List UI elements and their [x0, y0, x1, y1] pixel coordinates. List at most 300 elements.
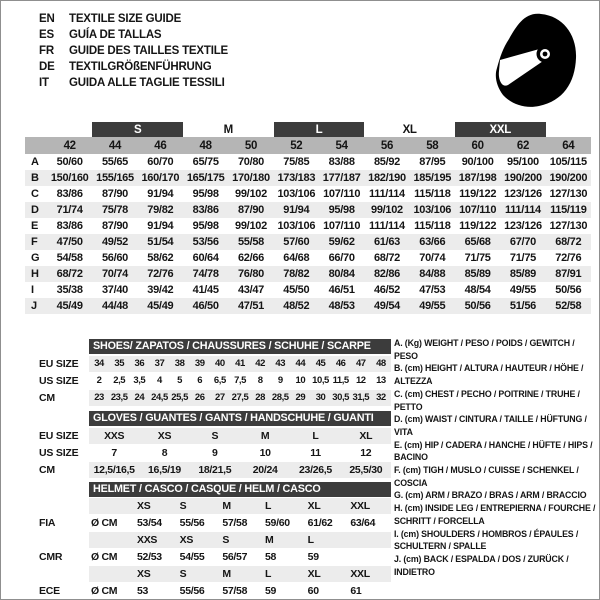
helmet-size-header: M: [220, 498, 263, 514]
measure-row-i: [25, 282, 591, 298]
size-value: 55/58: [228, 234, 273, 250]
size-value: 65/68: [455, 234, 500, 250]
size-value: 119/122: [459, 188, 497, 200]
shoes-value: 29: [290, 390, 310, 406]
shoes-value: 25,5: [170, 390, 190, 406]
shoes-value: 44: [290, 356, 310, 372]
gloves-value: 16,5/19: [139, 462, 189, 478]
legend-item: D. (cm) WAIST / CINTURA / TAILLE / HÜFTUNG / VITA: [394, 414, 587, 437]
size-header: 54: [319, 137, 364, 154]
size-value: 52/58: [546, 298, 591, 314]
shoes-value: 36: [129, 356, 149, 372]
row-letter: G: [31, 252, 40, 264]
size-value: 79/82: [138, 202, 183, 218]
language-title: TEXTILGRÖßENFÜHRUNG: [69, 61, 212, 73]
size-value: 103/106: [277, 220, 316, 232]
size-header: 56: [364, 137, 409, 154]
shoes-value: 5: [177, 375, 183, 386]
size-value: 123/126: [504, 220, 542, 232]
helmet-unit: Ø CM: [91, 585, 118, 597]
shoes-value: 10,5: [312, 375, 329, 386]
gloves-value: 11: [310, 447, 321, 459]
gloves-row-label: CM: [39, 464, 55, 476]
size-value: 107/110: [323, 220, 361, 232]
size-header: 50: [228, 137, 273, 154]
shoes-value: 23: [89, 390, 109, 406]
helmet-value: 61: [350, 585, 362, 597]
helmet-size-header: XXL: [348, 498, 391, 514]
size-value: 87/91: [546, 266, 591, 282]
size-value: 127/130: [549, 188, 588, 200]
size-value: 51/56: [500, 298, 545, 314]
shoes-value: 35: [109, 356, 129, 372]
gloves-value: XXS: [89, 428, 139, 444]
row-letter: H: [25, 266, 47, 282]
language-row: [39, 75, 228, 91]
helmet-standard-fia: FIA: [39, 517, 56, 529]
size-value: 95/98: [319, 202, 364, 218]
size-value: 119/122: [459, 220, 497, 232]
size-value: 68/72: [47, 266, 92, 282]
shoes-table-title: SHOES/ ZAPATOS / CHAUSSURES / SCHUHE / SCARPE: [89, 339, 391, 354]
size-value: 170/180: [228, 170, 273, 186]
legend-item: I. (cm) SHOULDERS / HOMBROS / ÉPAULES / SCHULTERN / SPALLE: [394, 528, 579, 552]
gloves-value: 18/21,5: [190, 462, 240, 478]
row-letter: J: [25, 298, 47, 314]
measure-row-h: [25, 266, 591, 282]
gloves-value: 12,5/16,5: [89, 462, 139, 478]
helmet-value: 57/58: [222, 517, 248, 529]
size-value: 37/40: [101, 284, 128, 296]
shoes-value: 9: [277, 375, 283, 386]
gloves-value: XL: [341, 428, 391, 444]
helmet-size-header: M: [263, 532, 306, 548]
legend-item: B. (cm) HEIGHT / ALTURA / HAUTEUR / HÖHE / ALTEZZA: [394, 363, 584, 387]
gloves-value: XS: [139, 428, 189, 444]
shoes-value: 28: [250, 390, 270, 406]
shoes-row-label: CM: [39, 392, 55, 404]
size-value: 115/118: [414, 188, 451, 200]
helmet-size-header: XXS: [135, 532, 178, 548]
shoes-value: 34: [89, 356, 109, 372]
legend-item: F. (cm) TIGH / MUSLO / CUISSE / SCHENKEL / COSCIA: [394, 465, 579, 488]
empty-cell: [39, 498, 89, 514]
shoes-value: 8: [257, 375, 263, 386]
helmet-value: 56/57: [222, 551, 248, 563]
gloves-row-label: US SIZE: [39, 447, 79, 459]
legend-item: H. (cm) INSIDE LEG / ENTREPIERNA / FOURCHE / SCHRITT / FORCELLA: [394, 503, 596, 526]
size-value: 75/85: [283, 156, 310, 168]
size-value: 71/75: [464, 252, 491, 264]
helmet-value: 60: [307, 585, 319, 597]
size-value: 65/75: [192, 156, 219, 168]
empty-cell: [25, 137, 47, 154]
language-title-list: [39, 11, 228, 91]
helmet-size-header: XS: [135, 566, 178, 582]
size-value: 165/175: [183, 170, 228, 186]
helmet-unit: Ø CM: [91, 517, 118, 529]
size-value: 56/60: [101, 252, 128, 264]
shoes-row-label: EU SIZE: [39, 358, 79, 370]
size-value: 60/70: [147, 156, 174, 168]
size-value: 87/90: [101, 188, 128, 200]
size-value: 76/80: [228, 266, 273, 282]
helmet-icon-svg: [487, 11, 579, 109]
size-value: 61/63: [364, 234, 409, 250]
shoes-value: 32: [371, 390, 391, 406]
size-value: 74/78: [183, 266, 228, 282]
helmet-size-header: XS: [135, 498, 178, 514]
row-letter: B: [25, 170, 47, 186]
size-value: 64/68: [283, 252, 310, 264]
language-row: [39, 43, 228, 59]
size-value: 115/119: [546, 202, 591, 218]
gloves-value: 10: [259, 447, 271, 459]
size-value: 150/160: [47, 170, 92, 186]
helmet-table-title: HELMET / CASCO / CASQUE / HELM / CASCO: [89, 482, 391, 497]
helmet-size-header: S: [178, 498, 221, 514]
gloves-value: 8: [161, 447, 168, 459]
measure-row-f: [25, 234, 591, 250]
helmet-size-header: L: [306, 532, 349, 548]
size-value: 190/200: [546, 170, 591, 186]
size-header: 52: [274, 137, 319, 154]
size-value: 111/114: [369, 220, 405, 232]
size-value: 123/126: [504, 188, 542, 200]
helmet-value: 52/53: [137, 551, 162, 563]
size-value: 177/187: [319, 170, 364, 186]
empty-cell: [47, 122, 92, 137]
helmet-size-header: L: [263, 498, 306, 514]
size-value: 99/102: [235, 188, 267, 200]
shoes-value: 24: [129, 390, 149, 406]
gloves-row-label: EU SIZE: [39, 430, 79, 442]
size-value: 82/86: [364, 266, 409, 282]
size-value: 53/56: [183, 234, 228, 250]
language-title: GUIDA ALLE TAGLIE TESSILI: [69, 77, 225, 89]
empty-cell: [39, 566, 89, 582]
size-value: 85/89: [500, 266, 545, 282]
size-value: 103/106: [277, 188, 316, 200]
size-header: 48: [183, 137, 228, 154]
size-header: 60: [455, 137, 500, 154]
shoes-value: 41: [230, 356, 250, 372]
size-value: 47/51: [228, 298, 273, 314]
helmet-standard-cmr: CMR: [39, 551, 63, 563]
size-value: 71/75: [509, 252, 536, 264]
shoes-value: 46: [331, 356, 351, 372]
size-value: 44/48: [92, 298, 137, 314]
empty-cell: [89, 498, 135, 514]
size-value: 49/55: [410, 298, 455, 314]
helmet-unit: Ø CM: [91, 551, 118, 563]
size-value: 190/200: [500, 170, 545, 186]
size-value: 111/114: [500, 202, 545, 218]
measure-row-j: [25, 298, 591, 314]
size-value: 95/98: [192, 220, 219, 232]
measure-row-a: [25, 154, 591, 170]
shoes-value: 42: [250, 356, 270, 372]
helmet-value: 57/58: [222, 585, 248, 597]
helmet-value: 63/64: [350, 517, 376, 529]
size-value: 107/110: [323, 188, 361, 200]
size-value: 160/170: [138, 170, 183, 186]
helmet-size-header: XL: [306, 498, 349, 514]
gloves-value: 20/24: [240, 462, 290, 478]
gloves-value: 25,5/30: [341, 462, 391, 478]
size-value: 50/56: [555, 284, 582, 296]
size-value: 155/165: [92, 170, 137, 186]
size-value: 46/51: [328, 284, 355, 296]
shoes-value: 43: [270, 356, 290, 372]
shoes-value: 23,5: [109, 390, 129, 406]
size-value: 59/62: [319, 234, 364, 250]
size-value: 68/72: [546, 234, 591, 250]
size-value: 70/74: [419, 252, 446, 264]
empty-cell: [89, 532, 135, 548]
helmet-value: 61/62: [307, 517, 333, 529]
size-value: 68/72: [373, 252, 400, 264]
size-value: 103/106: [410, 202, 455, 218]
size-header: 44: [92, 137, 137, 154]
gloves-value: 7: [111, 447, 117, 459]
helmet-size-header: XS: [178, 532, 221, 548]
legend-item: E. (cm) HIP / CADERA / HANCHE / HÜFTE / HIPS / BACINO: [394, 439, 593, 463]
size-value: 182/190: [364, 170, 409, 186]
helmet-size-header: [348, 532, 391, 548]
size-value: 173/183: [274, 170, 319, 186]
size-group-xxl: XXL: [455, 122, 546, 137]
size-value: 47/53: [419, 284, 446, 296]
row-letter: F: [25, 234, 47, 250]
size-value: 91/94: [274, 202, 319, 218]
helmet-value: 53/54: [137, 517, 162, 529]
size-value: 39/42: [147, 284, 174, 296]
size-value: 60/64: [192, 252, 219, 264]
size-value: 87/90: [101, 220, 128, 232]
language-title: GUÍA DE TALLAS: [69, 29, 162, 41]
size-value: 72/76: [138, 266, 183, 282]
helmet-value: 59/60: [265, 517, 290, 529]
size-value: 43/47: [237, 284, 264, 296]
size-value: 41/45: [192, 284, 219, 296]
shoes-value: 7,5: [234, 375, 246, 386]
gloves-value: 12: [360, 447, 372, 459]
size-header: 46: [138, 137, 183, 154]
shoes-value: 28,5: [270, 390, 290, 406]
shoes-value: 40: [210, 356, 230, 372]
size-value: 63/66: [410, 234, 455, 250]
size-value: 78/82: [274, 266, 319, 282]
language-title: TEXTILE SIZE GUIDE: [69, 13, 182, 25]
shoes-value: 24,5: [149, 390, 169, 406]
size-group-l: L: [274, 122, 365, 137]
language-row: [39, 59, 228, 75]
row-letter: I: [31, 284, 34, 296]
legend-item: G. (cm) ARM / BRAZO / BRAS / ARM / BRACCIO: [394, 490, 587, 501]
size-value: 85/92: [373, 156, 400, 168]
shoes-value: 37: [149, 356, 169, 372]
size-value: 70/74: [92, 266, 137, 282]
size-value: 75/78: [92, 202, 137, 218]
legend-item: J. (cm) BACK / ESPALDA / DOS / ZURÜCK / INDIETRO: [394, 553, 569, 577]
shoes-value: 48: [371, 356, 391, 372]
helmet-value: 59: [307, 551, 319, 563]
shoes-value: 6,5: [213, 375, 226, 386]
row-letter: C: [31, 188, 39, 200]
shoes-value: 27,5: [230, 390, 250, 406]
language-code: IT: [39, 77, 49, 89]
size-header: 64: [546, 137, 591, 154]
size-group-m: M: [223, 123, 233, 136]
size-value: 87/90: [228, 202, 273, 218]
measure-row-c: [25, 186, 591, 202]
helmet-value: 58: [265, 551, 277, 563]
helmet-value: 53: [137, 585, 149, 597]
size-value: 115/118: [414, 220, 451, 232]
shoes-value: 13: [376, 375, 386, 386]
size-value: 48/53: [319, 298, 364, 314]
full-face-helmet-icon: [487, 11, 579, 109]
measure-row-d: [25, 202, 591, 218]
size-value: 87/95: [419, 156, 446, 168]
size-value: 47/50: [47, 234, 92, 250]
empty-cell: [25, 122, 47, 137]
measure-row-e: [25, 218, 591, 234]
size-value: 99/102: [364, 202, 409, 218]
shoes-value: 3,5: [133, 375, 146, 386]
shoes-value: 2,5: [113, 375, 126, 386]
shoes-value: 27: [210, 390, 230, 406]
helmet-value: 55/56: [179, 517, 205, 529]
language-row: [39, 27, 228, 43]
size-value: 95/100: [507, 156, 539, 168]
size-value: 50/60: [56, 156, 83, 168]
size-value: 49/52: [92, 234, 137, 250]
empty-cell: [89, 566, 135, 582]
helmet-value: 55/56: [179, 585, 205, 597]
size-value: 90/100: [461, 156, 494, 168]
size-value: 45/50: [283, 284, 310, 296]
shoes-value: 2: [96, 375, 102, 386]
gloves-value: 9: [212, 447, 218, 459]
size-value: 185/195: [410, 170, 455, 186]
size-value: 71/74: [47, 202, 92, 218]
size-value: 49/55: [509, 284, 536, 296]
row-letter: D: [25, 202, 47, 218]
gloves-value: M: [240, 428, 290, 444]
shoes-row-label: US SIZE: [39, 375, 79, 387]
shoes-value: 30: [310, 390, 330, 406]
size-value: 57/60: [274, 234, 319, 250]
size-value: 48/54: [464, 284, 491, 296]
measure-row-g: [25, 250, 591, 266]
size-value: 51/54: [138, 234, 183, 250]
shoes-value: 4: [157, 375, 162, 386]
helmet-size-header: XL: [306, 566, 349, 582]
language-row: [39, 11, 228, 27]
language-code: EN: [39, 13, 55, 25]
helmet-size-header: XXL: [348, 566, 391, 582]
textile-size-table: [25, 122, 591, 314]
helmet-table: [39, 498, 391, 599]
helmet-size-header: M: [220, 566, 263, 582]
shoes-value: 12: [355, 375, 366, 386]
size-value: 48/52: [274, 298, 319, 314]
helmet-size-header: S: [178, 566, 221, 582]
gloves-value: 23/26,5: [290, 462, 340, 478]
size-value: 67/70: [500, 234, 545, 250]
legend-item: A. (Kg) WEIGHT / PESO / POIDS / GEWITCH / PESO: [394, 338, 575, 361]
shoes-value: 45: [310, 356, 330, 372]
size-value: 83/86: [56, 188, 83, 200]
size-value: 70/80: [237, 156, 264, 168]
shoes-table: [39, 356, 391, 406]
row-letter: A: [31, 156, 39, 168]
gloves-value: L: [290, 428, 340, 444]
shoes-value: 11,5: [332, 375, 349, 386]
size-value: 80/84: [319, 266, 364, 282]
size-value: 127/130: [549, 220, 588, 232]
size-value: 95/98: [192, 188, 219, 200]
shoes-value: 26: [190, 390, 210, 406]
size-value: 105/115: [549, 156, 587, 168]
measure-row-b: [25, 170, 591, 186]
size-value: 50/56: [455, 298, 500, 314]
measurement-legend: [394, 337, 596, 578]
size-value: 45/49: [138, 298, 183, 314]
helmet-size-header: S: [220, 532, 263, 548]
size-group-row: [25, 122, 591, 137]
size-value: 107/110: [455, 202, 500, 218]
language-code: FR: [39, 45, 54, 57]
row-letter: E: [31, 220, 39, 232]
size-header: 62: [500, 137, 545, 154]
size-value: 46/52: [373, 284, 400, 296]
size-header: 42: [47, 137, 92, 154]
size-value: 91/94: [147, 220, 174, 232]
helmet-value: 54/55: [179, 551, 205, 563]
gloves-table-title: GLOVES / GUANTES / GANTS / HANDSCHUHE / GUANTI: [89, 411, 391, 426]
size-value: 46/50: [183, 298, 228, 314]
size-value: 99/102: [235, 220, 267, 232]
size-value: 62/66: [237, 252, 264, 264]
shoes-value: 31,5: [351, 390, 371, 406]
helmet-value: 59: [265, 585, 277, 597]
size-value: 84/88: [410, 266, 455, 282]
empty-cell: [39, 532, 89, 548]
language-title: GUIDE DES TAILLES TEXTILE: [69, 45, 228, 57]
size-value: 91/94: [147, 188, 174, 200]
gloves-table: [39, 428, 391, 478]
shoes-value: 38: [170, 356, 190, 372]
size-value: 66/70: [328, 252, 355, 264]
helmet-size-header: L: [263, 566, 306, 582]
size-header: 58: [410, 137, 455, 154]
size-value: 83/88: [328, 156, 355, 168]
language-code: DE: [39, 61, 55, 73]
size-group-xl: XL: [402, 123, 417, 136]
helmet-standard-ece: ECE: [39, 585, 60, 597]
empty-cell: [546, 122, 591, 137]
gloves-value: S: [190, 428, 240, 444]
size-value: 83/86: [56, 220, 83, 232]
shoes-value: 30,5: [331, 390, 351, 406]
size-value: 49/54: [364, 298, 409, 314]
legend-item: C. (cm) CHEST / PECHO / POITRINE / TRUHE / PETTO: [394, 388, 580, 412]
language-code: ES: [39, 29, 54, 41]
shoes-value: 39: [190, 356, 210, 372]
